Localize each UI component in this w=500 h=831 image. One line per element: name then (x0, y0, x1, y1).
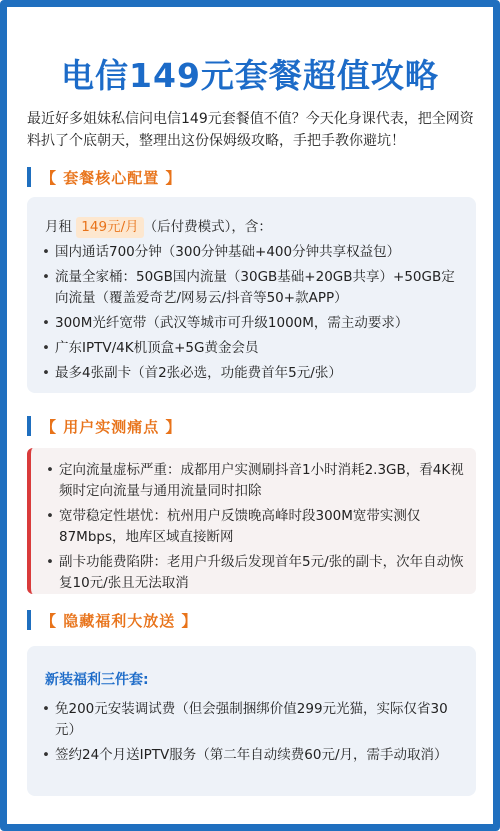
price-line (39, 217, 464, 238)
config-list (39, 242, 464, 384)
list-item: • 签约24个月送IPTV服务（第二年自动续费60元/月，需手动取消） (39, 745, 464, 766)
list-item: • 流量全家桶：50GB国内流量（30GB基础+20GB共享）+50GB定向流量（覆盖爱奇艺/网易云/抖音等50+款APP） (39, 267, 464, 309)
bonus-subtitle: 新装福利三件套: (45, 672, 149, 688)
list-item: • 广东IPTV/4K机顶盒+5G黄金会员 (39, 338, 464, 359)
section-header-config (27, 166, 181, 188)
list-item: • 最多4张副卡（首2张必选，功能费首年5元/张） (39, 363, 464, 384)
list-item: • 定向流量虚标严重：成都用户实测刷抖音1小时消耗2.3GB，看4K视频时定向流量与通用流量同时扣除 (43, 460, 464, 502)
section-title-pain: 【 用户实测痛点 】 (41, 417, 182, 436)
section-accent-bar (27, 416, 31, 436)
section-accent-bar (27, 167, 31, 187)
price-highlight: 149元/月 (76, 217, 143, 238)
page-title: 电信149元套餐超值攻略 (61, 56, 439, 95)
list-item: • 免200元安装调试费（但会强制捆绑价值299元光猫，实际仅省30元） (39, 699, 464, 741)
section-header-bonus (27, 609, 197, 631)
list-item: • 宽带稳定性堪忧：杭州用户反馈晚高峰时段300M宽带实测仅87Mbps，地库区域直接断网 (43, 506, 464, 548)
pain-card (27, 448, 476, 594)
section-accent-bar (27, 610, 31, 630)
section-title-bonus: 【 隐藏福利大放送 】 (41, 611, 198, 630)
section-title-config: 【 套餐核心配置 】 (41, 168, 182, 187)
bonus-card (27, 646, 476, 796)
price-prefix: 月租 (45, 219, 77, 235)
price-suffix: （后付费模式），含： (143, 219, 272, 235)
bonus-list (39, 699, 464, 766)
section-header-pain (27, 415, 181, 437)
list-item: • 300M光纤宽带（武汉等城市可升级1000M，需主动要求） (39, 313, 464, 334)
list-item: • 副卡功能费陷阱：老用户升级后发现首年5元/张的副卡，次年自动恢复10元/张且无法取消 (43, 552, 464, 594)
config-card (27, 197, 476, 393)
list-item: • 国内通话700分钟（300分钟基础+400分钟共享权益包） (39, 242, 464, 263)
intro-paragraph: 最近好多姐妹私信问电信149元套餐值不值？今天化身课代表，把全网资料扒了个底朝天，整理出这份保姆级攻略，手把手教你避坑！ (27, 111, 474, 149)
pain-list (43, 460, 464, 594)
